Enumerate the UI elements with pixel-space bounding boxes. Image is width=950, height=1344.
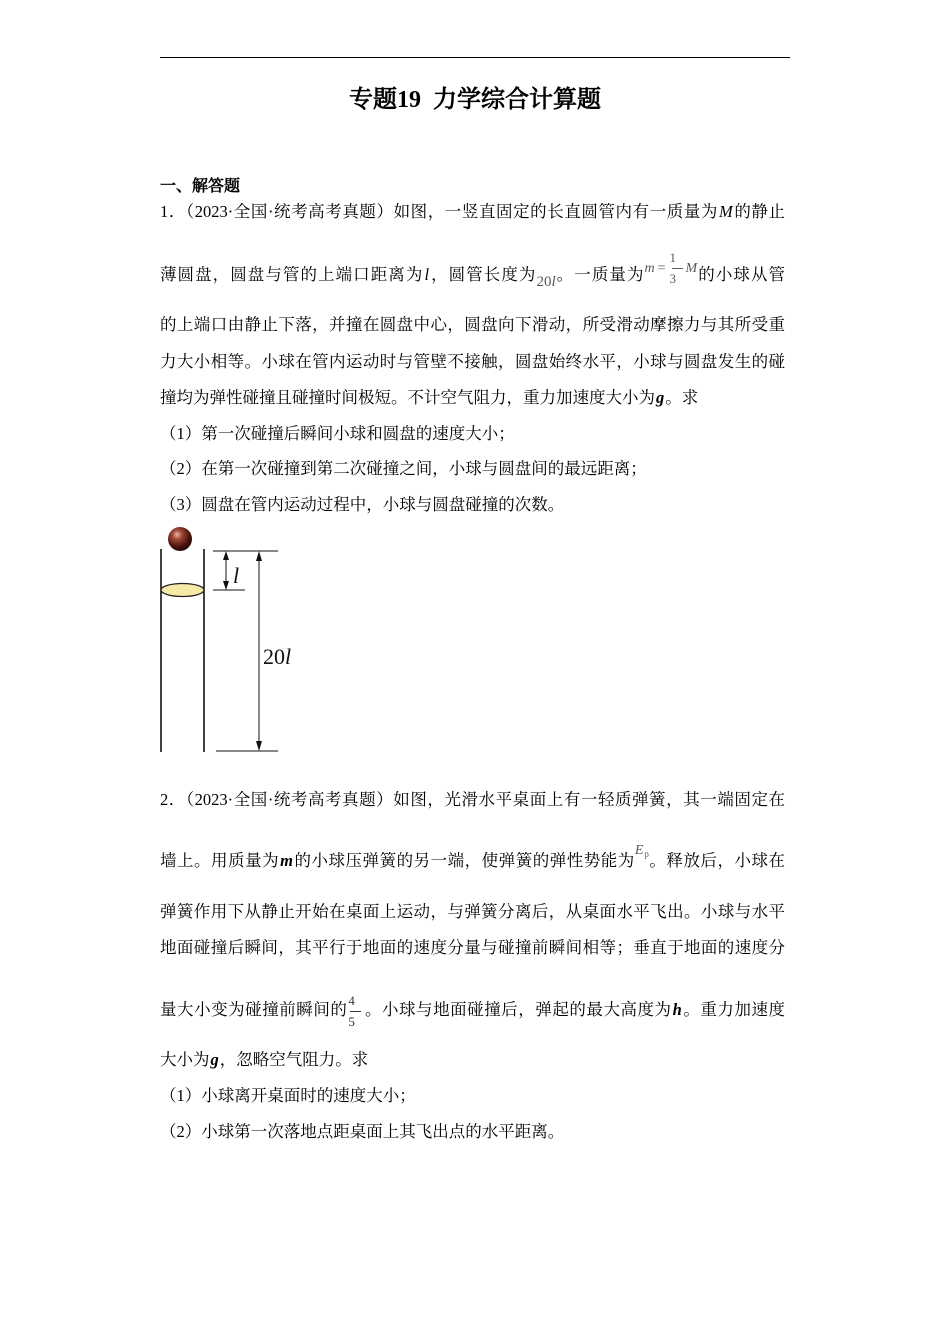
length-coefficient: 20 [536,274,552,290]
question-text: ，忽略空气阻力。求 [219,1050,369,1069]
question-text: 。小球与地面碰撞后，弹起的最大高度为 [364,1000,672,1019]
page-title: 专题19 力学综合计算题 [349,87,601,113]
header-rule [160,57,790,58]
q1-sub-question-2: （2）在第一次碰撞到第二次碰撞之间，小球与圆盘间的最远距离； [160,459,647,478]
arrow-head-up [256,551,262,561]
question-text: 如图，一竖直固定的长直圆管内有一质量为 [393,202,719,221]
arrow-head-up [223,551,229,560]
fraction-numerator: 1 [669,250,677,266]
label-length-variable: l [285,644,292,669]
elastic-potential-energy-expression [635,843,649,862]
fraction-numerator: 4 [348,992,355,1008]
question-source: （2023·全国·统考高考真题） [185,790,394,809]
variable-m: m [644,261,655,276]
mass-expression [644,250,698,287]
tube-length-expression [536,274,555,290]
question-text: 。求 [665,388,699,407]
fraction-denominator: 5 [348,1013,355,1029]
question-text: 。释放后，小球在 [648,851,786,870]
dimension-arrow-l [223,551,229,590]
q2-sub-question-1: （1）小球离开桌面时的速度大小； [160,1086,416,1105]
variable-l: l [424,265,430,284]
q2-line-1 [160,790,785,810]
label-20l [263,644,291,669]
q1-line-2 [160,250,786,290]
variable-h: h [672,1000,682,1019]
section-heading: 一、解答题 [160,178,241,195]
question-text: 薄圆盘，圆盘与管的上端口距离为 [160,265,424,284]
disk [161,584,204,597]
question-text: 墙上。用质量为 [160,851,280,870]
variable-M: M [719,202,733,221]
question-text: 的小球从管 [697,265,786,284]
q1-sub-question-1: （1）第一次碰撞后瞬间小球和圆盘的速度大小； [160,424,515,443]
label-l: l [233,563,240,588]
question-text: 的静止 [733,202,785,221]
fraction-bar [350,1011,361,1012]
subscript-p: p [644,849,649,859]
q1-line-3: 的上端口由静止下落，并撞在圆盘中心，圆盘向下滑动，所受滑动摩擦力与其所受重 [160,315,785,334]
question-text: 如图，光滑水平桌面上有一轻质弹簧，其一端固定在 [393,790,786,809]
variable-m: m [280,851,293,870]
equals-sign: = [657,261,666,276]
question-text: 。重力加速度 [682,1000,786,1019]
question-number: 1． [160,202,186,221]
q1-line-4: 力大小相等。小球在管内运动时与管壁不接触，圆盘始终水平，小球与圆盘发生的碰 [160,352,785,371]
arrow-head-down [256,741,262,751]
q2-line-5 [160,992,786,1029]
question-source: （2023·全国·统考高考真题） [185,202,394,221]
q2-sub-question-2: （2）小球第一次落地点距桌面上其飞出点的水平距离。 [160,1122,565,1141]
variable-M: M [685,261,698,276]
arrow-head-down [223,581,229,590]
fraction-four-fifths [348,992,361,1029]
q1-sub-question-3: （3）圆盘在管内运动过程中，小球与圆盘碰撞的次数。 [160,495,565,514]
q2-line-4: 地面碰撞后瞬间，其平行于地面的速度分量与碰撞前瞬间相等；垂直于地面的速度分 [160,938,785,957]
question-text: 。一质量为 [555,265,645,284]
q2-line-2 [160,843,786,871]
question-text: 大小为 [160,1050,210,1069]
fraction-one-third [669,250,683,287]
length-variable: l [551,274,556,290]
tube-figure [150,525,310,765]
label-length-coefficient: 20 [263,644,285,669]
question-number: 2． [160,790,186,809]
q1-line-1 [160,202,785,222]
question-text: 量大小变为碰撞前瞬间的 [160,1000,348,1019]
variable-E: E [634,843,644,858]
question-text: 撞均为弹性碰撞且碰撞时间极短。不计空气阻力，重力加速度大小为 [160,388,655,407]
ball [168,527,192,551]
fraction-bar [672,268,683,269]
question-text: ，圆管长度为 [430,265,537,284]
q2-line-3: 弹簧作用下从静止开始在桌面上运动，与弹簧分离后，从桌面水平飞出。小球与水平 [160,902,785,921]
dimension-arrow-20l [256,551,262,751]
q2-line-6 [160,1050,785,1070]
question-text: 的小球压弹簧的另一端，使弹簧的弹性势能为 [293,851,635,870]
variable-g: g [210,1050,219,1069]
variable-g: g [656,388,665,407]
fraction-denominator: 3 [669,271,677,287]
q1-line-5 [160,388,785,408]
